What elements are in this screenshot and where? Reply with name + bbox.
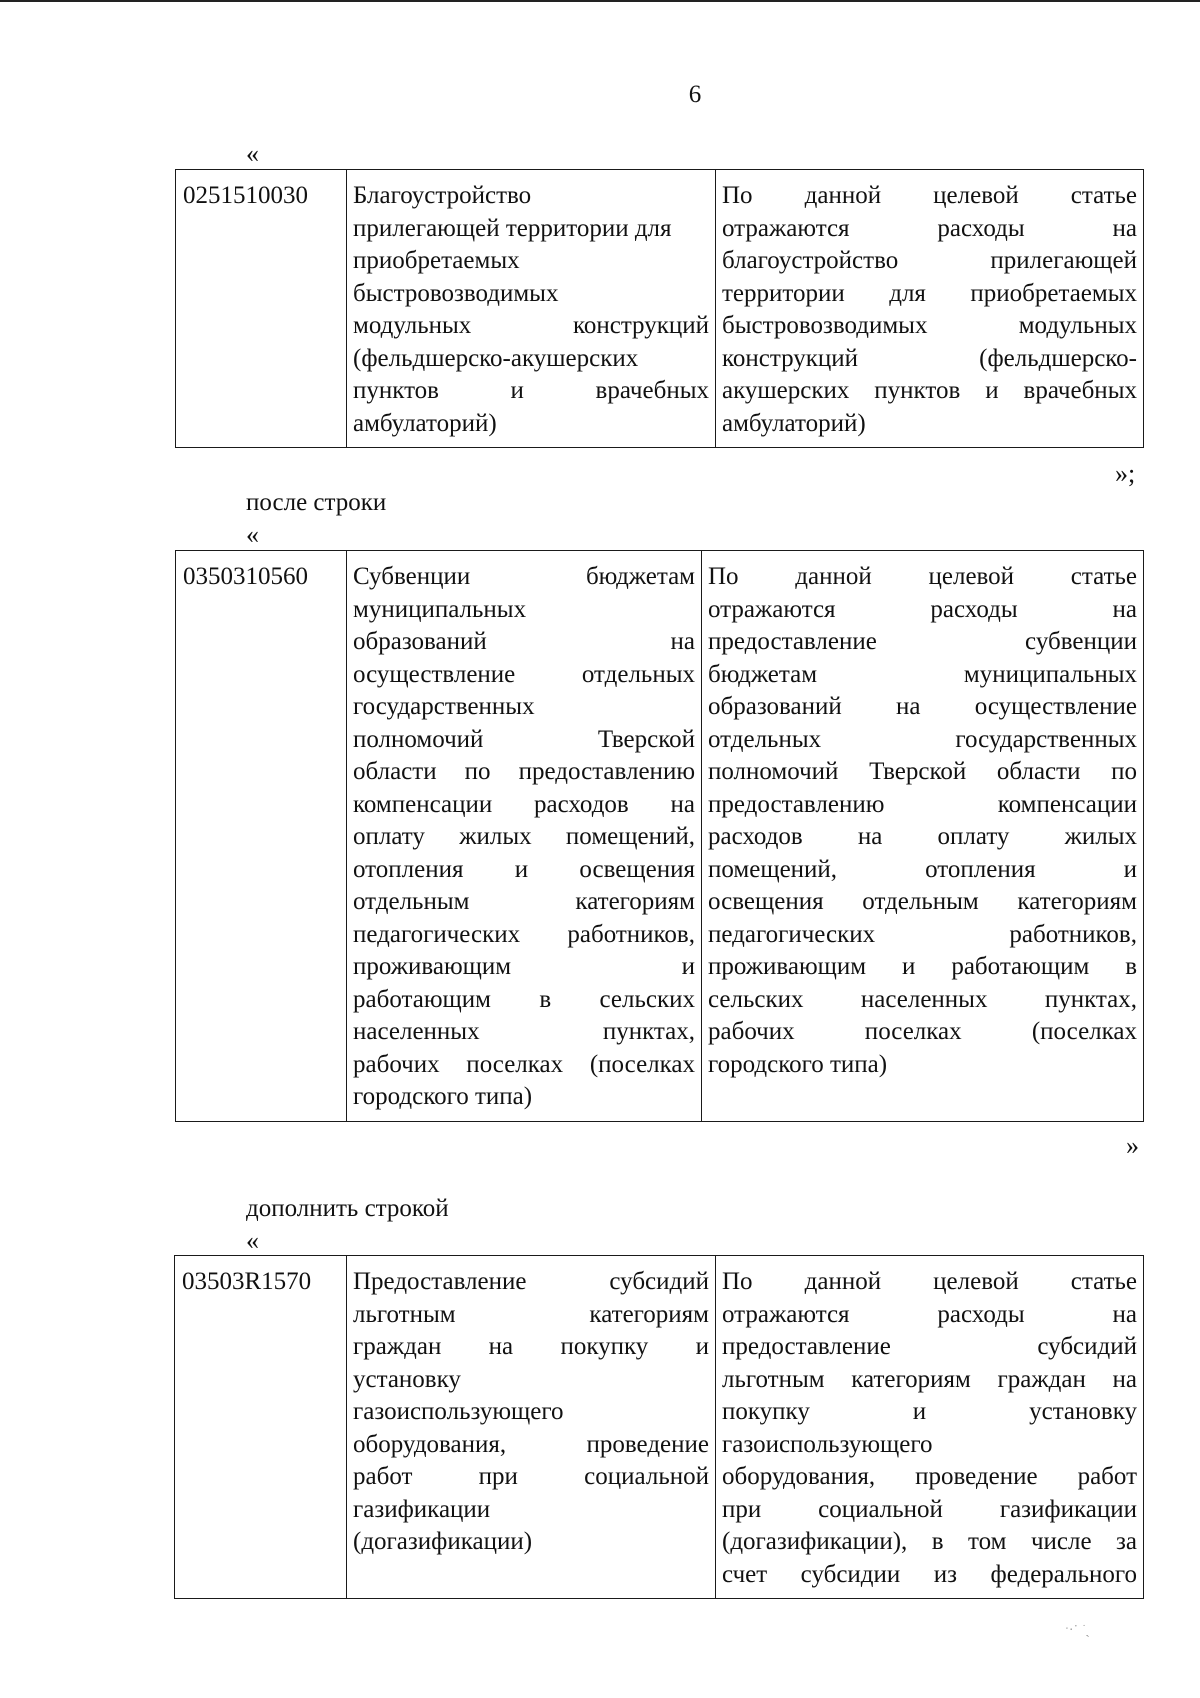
cell-line: конструкций (фельдшерско- <box>722 344 1137 372</box>
cell-line: Благоустройство <box>353 182 532 209</box>
open-quote-1: « <box>246 139 259 168</box>
cell-line: прилегающей территории для <box>353 214 672 242</box>
cell-line: граждан на покупку и <box>353 1333 709 1360</box>
cell-line: льготным категориям граждан на <box>722 1365 1137 1393</box>
cell-line: отопления и освещения <box>353 855 695 883</box>
cell-line: (догазификации), в том числе за <box>722 1528 1137 1555</box>
cell-line: быстровозводимых <box>353 279 559 307</box>
cell-line: педагогических работников, <box>708 920 1137 948</box>
scan-top-edge <box>0 0 1200 2</box>
cell-line: рабочих поселках (поселках <box>353 1050 695 1078</box>
open-quote-2: « <box>246 520 259 549</box>
cell-line: муниципальных <box>353 595 527 623</box>
row-name <box>347 170 715 447</box>
after-row-label: после строки <box>246 489 387 516</box>
row-code: 0350310560 <box>183 563 308 590</box>
cell-line: отражаются расходы на <box>708 595 1137 623</box>
cell-line: населенных пунктах, <box>353 1018 695 1045</box>
cell-line: (догазификации) <box>353 1528 533 1555</box>
table-row <box>176 170 1144 448</box>
cell-line: городского типа) <box>708 1050 888 1078</box>
cell-line: газоиспользующего <box>722 1430 933 1458</box>
cell-line: работ при социальной <box>353 1463 709 1490</box>
cell-line: пунктов и врачебных <box>353 377 709 404</box>
cell-line: области по предоставлению <box>353 758 695 785</box>
cell-line: образований на <box>353 628 695 655</box>
cell-line: педагогических работников, <box>353 920 695 948</box>
cell-line: территории для приобретаемых <box>722 279 1137 307</box>
cell-line: предоставление субсидий <box>722 1333 1137 1360</box>
cell-line: По данной целевой статье <box>708 563 1137 590</box>
close-quote-1: »; <box>1115 459 1136 488</box>
cell-line: освещения отдельным категориям <box>708 888 1137 915</box>
entry-table-3 <box>174 1255 1144 1599</box>
table-row <box>175 1256 1144 1599</box>
cell-line: отражаются расходы на <box>722 214 1137 242</box>
table-row <box>176 551 1144 1122</box>
cell-line: приобретаемых <box>353 247 520 274</box>
cell-line: газоиспользующего <box>353 1398 564 1425</box>
row-description <box>702 551 1143 1088</box>
cell-line: полномочий Тверской области по <box>708 758 1137 785</box>
cell-line: (фельдшерско-акушерских <box>353 344 639 372</box>
cell-line: быстровозводимых модульных <box>722 312 1137 339</box>
cell-line: оборудования, проведение <box>353 1430 709 1458</box>
cell-line: По данной целевой статье <box>722 1268 1137 1295</box>
cell-line: полномочий Тверской <box>353 725 695 753</box>
cell-line: газификации <box>353 1495 491 1523</box>
cell-line: проживающим и работающим в <box>708 953 1137 980</box>
cell-line: акушерских пунктов и врачебных <box>722 377 1137 404</box>
cell-line: оборудования, проведение работ <box>722 1463 1137 1490</box>
cell-line: льготным категориям <box>353 1300 709 1328</box>
scan-artifact: ˑ·˙ ͘ ˎ <box>1065 1623 1090 1638</box>
cell-line: благоустройство прилегающей <box>722 247 1137 274</box>
cell-line: осуществление отдельных <box>353 660 695 688</box>
cell-line: установку <box>353 1365 461 1393</box>
row-code: 03503R1570 <box>182 1268 312 1295</box>
cell-line: предоставлению компенсации <box>708 790 1137 818</box>
cell-line: отдельным категориям <box>353 888 695 915</box>
row-code: 0251510030 <box>183 182 308 209</box>
cell-line: государственных <box>353 693 535 720</box>
entry-table-2 <box>175 550 1144 1122</box>
cell-line: отдельных государственных <box>708 725 1137 753</box>
cell-line: бюджетам муниципальных <box>708 660 1137 688</box>
cell-line: амбулаторий) <box>353 409 497 437</box>
cell-line: Субвенции бюджетам <box>353 563 695 590</box>
cell-line: отражаются расходы на <box>722 1300 1137 1328</box>
cell-line: рабочих поселках (поселках <box>708 1018 1137 1045</box>
page-number: 6 <box>688 81 702 108</box>
cell-line: оплату жилых помещений, <box>353 823 695 850</box>
row-description <box>716 1256 1143 1598</box>
cell-line: образований на осуществление <box>708 693 1137 720</box>
cell-line: модульных конструкций <box>353 312 709 339</box>
cell-line: сельских населенных пунктах, <box>708 985 1137 1013</box>
cell-line: По данной целевой статье <box>722 182 1137 209</box>
close-quote-2: » <box>1126 1131 1139 1160</box>
row-name <box>347 551 701 1121</box>
cell-line: амбулаторий) <box>722 409 866 437</box>
open-quote-3: « <box>246 1226 259 1255</box>
cell-line: счет субсидии из федерального <box>722 1560 1137 1588</box>
row-name <box>347 1256 715 1566</box>
entry-table-1 <box>175 169 1144 448</box>
add-row-label: дополнить строкой <box>246 1195 449 1222</box>
cell-line: помещений, отопления и <box>708 855 1137 883</box>
cell-line: расходов на оплату жилых <box>708 823 1137 850</box>
cell-line: городского типа) <box>353 1083 533 1110</box>
cell-line: предоставление субвенции <box>708 628 1137 655</box>
cell-line: компенсации расходов на <box>353 790 695 818</box>
cell-line: Предоставление субсидий <box>353 1268 709 1295</box>
row-description <box>716 170 1143 447</box>
cell-line: покупку и установку <box>722 1398 1137 1425</box>
cell-line: работающим в сельских <box>353 985 695 1013</box>
cell-line: проживающим и <box>353 953 695 980</box>
cell-line: при социальной газификации <box>722 1495 1137 1523</box>
